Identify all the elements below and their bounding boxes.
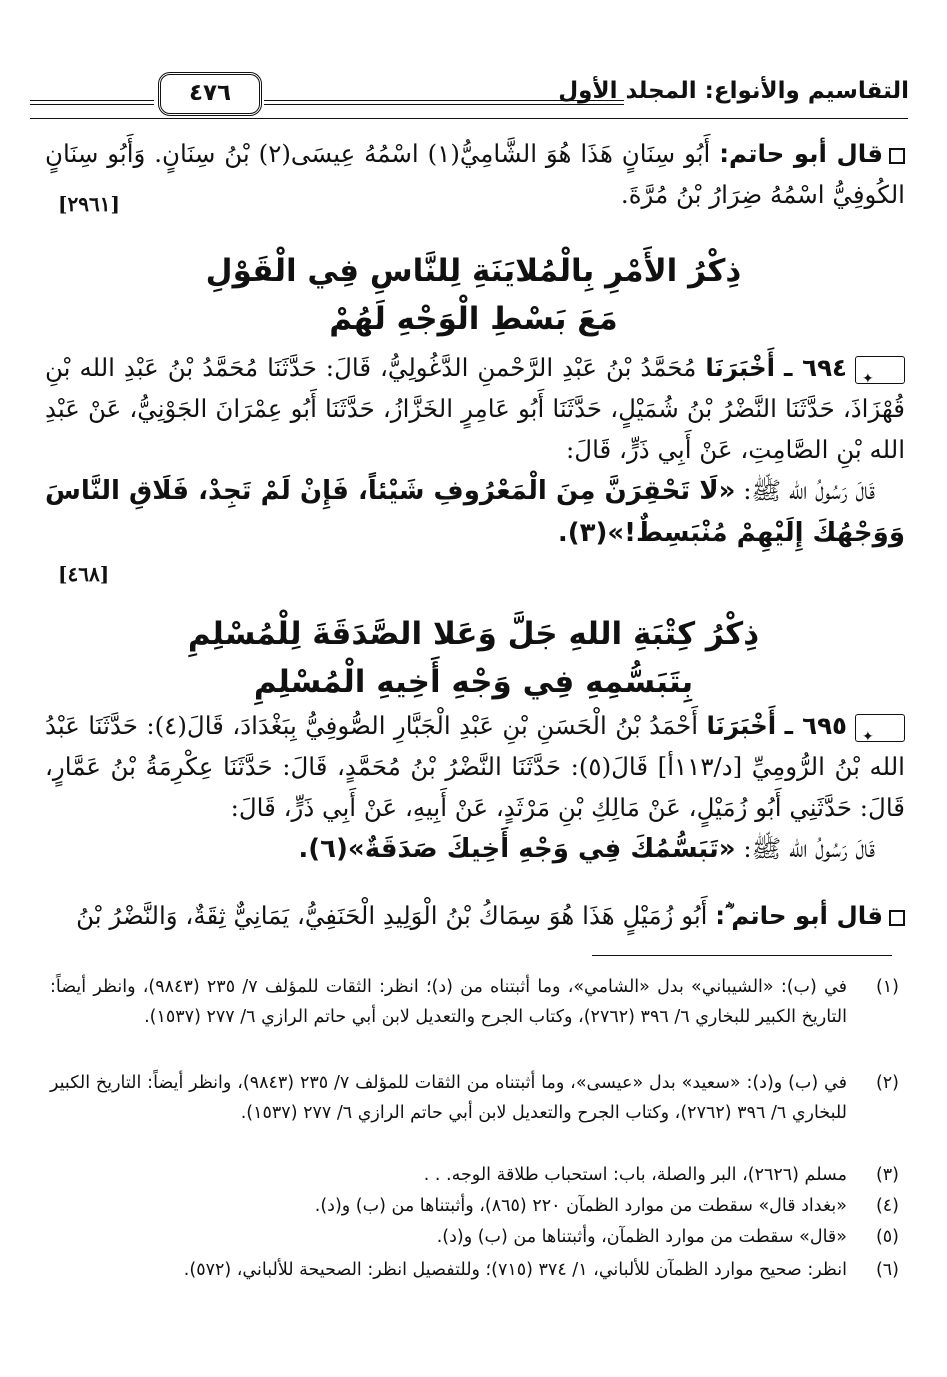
bookmark-glyph: ✦: [862, 728, 874, 745]
comment-lead: قال أبو حاتم ؓ:: [715, 901, 883, 930]
abu-hatim-comment-1: [45, 133, 905, 215]
hadith-number: ٦٩٤ ـ: [784, 353, 847, 382]
footnote: [50, 1191, 899, 1221]
footnote-number: (٤): [875, 1196, 899, 1216]
hadith-694: [45, 347, 905, 554]
cross-ref-2961: [٢٩٦١]: [58, 192, 120, 216]
footnote-text: «قال» سقطت من موارد الظمآن، وأثبتناها من (ب) و(د).: [436, 1227, 847, 1247]
heading-line: ذِكْرُ الأَمْرِ بِالْمُلايَنَةِ لِلنَّاسِ فِي الْقَوْلِ: [205, 253, 742, 289]
footnote-text: مسلم (٢٦٢٦)، البر والصلة، باب: استحباب طلاقة الوجه. . .: [423, 1165, 847, 1185]
hadith-intro: قَالَ رَسُولُ الله ﷺ:: [743, 834, 875, 863]
footnote: [50, 1255, 899, 1285]
heading-line: مَعَ بَسْطِ الْوَجْهِ لَهُمْ: [329, 301, 618, 337]
running-title: التقاسيم والأنواع: المجلد الأول: [558, 78, 909, 104]
footnote: [50, 972, 899, 1032]
hadith-lead: أَخْبَرَنَا: [706, 711, 777, 740]
bookmark-glyph: ✦: [862, 370, 874, 387]
header-rule-right: [30, 118, 908, 119]
comment-text: أَبُو زُمَيْلٍ هَذَا هُوَ سِمَاكُ بْنُ الْوَلِيدِ الْحَنَفِيُّ، يَمَانِيٌّ ثِقَةٌ، وَالنَّضْرُ بْنُ: [76, 901, 708, 930]
hadith-intro: قَالَ رَسُولُ الله ﷺ:: [743, 476, 875, 505]
footnote: [50, 1222, 899, 1252]
header-rule-left: [30, 100, 154, 101]
square-bullet-icon: [889, 148, 905, 164]
footnote-number: (٥): [875, 1227, 899, 1247]
comment-text: أَبُو سِنَانٍ هَذَا هُوَ الشَّامِيُّ(١) اسْمُهُ عِيسَى(٢) بْنُ سِنَانٍ. وَأَبُو سِنَانٍ الكُوفِيُّ اسْمُهُ ضِرَارُ بْنُ مُرَّةَ.: [45, 139, 905, 209]
hadith-lead: أَخْبَرَنَا: [705, 353, 776, 382]
footnote-text: في (ب): «الشيباني» بدل «الشامي»، وما أثبتناه من (د)؛ انظر: الثقات للمؤلف ٧/ ٢٣٥ (٩٨٤٣)، وانظر أيضاً: التاريخ الكبير للبخاري ٦/ ٣٩٦ (٢٧٦٢)، وكتاب الجرح والتعديل لابن أبي حاتم الرازي ٦/ ٢٧٧ (١٥٣٧).: [50, 977, 848, 1027]
hadith-matn: «تَبَسُّمُكَ فِي وَجْهِ أَخِيكَ صَدَقَةٌ»(٦).: [298, 834, 736, 864]
comment-lead: قال أبو حاتم:: [719, 139, 883, 168]
footnote: [50, 1160, 899, 1190]
footnote-text: انظر: صحيح موارد الظمآن للألباني، ١/ ٣٧٤ (٧١٥)؛ وللتفصيل انظر: الصحيحة للألباني، (٥٧٢).: [183, 1260, 847, 1280]
footnote-text: «بغداد قال» سقطت من موارد الظمآن ٢٢٠ (٨٦٥)، وأثبتناها من (ب) و(د).: [314, 1196, 847, 1216]
hadith-isnad: أَحْمَدُ بْنُ الْحَسَنِ بْنِ عَبْدِ الْجَبَّارِ الصُّوفِيُّ بِبَغْدَادَ، قَالَ(٤): حَدَّثَنَا عَبْدُ الله بْنُ الرُّومِيِّ [د/١١٣أ] قَالَ(٥): حَدَّثَنَا النَّضْرُ بْنُ مُحَمَّدٍ، قَالَ: حَدَّثَنَا عِكْرِمَةُ بْنُ عَمَّارٍ، قَالَ: حَدَّثَنِي أَبُو زُمَيْلٍ، عَنْ مَالِكِ بْنِ مَرْثَدٍ، عَنْ أَبِيهِ، عَنْ أَبِي ذَرٍّ، قَالَ:: [45, 711, 905, 822]
square-bullet-icon: [889, 910, 905, 926]
hadith-695: [45, 705, 905, 870]
cross-ref-468: [٤٦٨]: [58, 562, 110, 586]
footnote: [50, 1068, 899, 1128]
hadith-number: ٦٩٥ ـ: [784, 711, 847, 740]
footnote-number: (٦): [875, 1260, 899, 1280]
chapter-heading-1: [40, 247, 907, 343]
chapter-heading-2: [40, 610, 907, 706]
abu-hatim-comment-2: [45, 895, 905, 936]
heading-line: بِتَبَسُّمِهِ فِي وَجْهِ أَخِيهِ الْمُسْلِمِ: [253, 664, 694, 700]
bookmark-icon: [855, 356, 905, 387]
hadith-isnad: مُحَمَّدُ بْنُ عَبْدِ الرَّحْمنِ الدَّغُولِيُّ، قَالَ: حَدَّثَنَا مُحَمَّدُ بْنُ عَبْدِ الله بْنِ قُهْزَاذَ، حَدَّثَنَا النَّضْرُ بْنُ شُمَيْلٍ، حَدَّثَنَا أَبُو عَامِرٍ الخَزَّازُ، حَدَّثَنَا أَبُو عِمْرَانَ الجَوْنِيُّ، عَنْ عَبْدِ الله بْنِ الصَّامِتِ، عَنْ أَبِي ذَرٍّ، قَالَ:: [45, 353, 905, 464]
bookmark-icon: [855, 714, 905, 745]
footnote-text: في (ب) و(د): «سعيد» بدل «عيسى»، وما أثبتناه من الثقات للمؤلف ٧/ ٢٣٥ (٩٨٤٣)، وانظر أيضاً: التاريخ الكبير للبخاري ٦/ ٣٩٦ (٢٧٦٢)، وكتاب الجرح والتعديل لابن أبي حاتم الرازي ٦/ ٢٧٧ (١٥٣٧).: [50, 1073, 847, 1123]
footnote-separator: [592, 955, 892, 956]
header-rule-middle: [264, 100, 624, 101]
footnote-number: (٢): [875, 1073, 899, 1093]
page-header: [30, 78, 909, 118]
heading-line: ذِكْرُ كِتْبَةِ اللهِ جَلَّ وَعَلا الصَّدَقَةَ لِلْمُسْلِمِ: [187, 616, 760, 652]
header-rule-middle-2: [264, 104, 624, 105]
hadith-matn: «لَا تَحْقِرَنَّ مِنَ الْمَعْرُوفِ شَيْئاً، فَإِنْ لَمْ تَجِدْ، فَلَاقِ النَّاسَ وَوَجْهُكَ إِلَيْهِمْ مُنْبَسِطٌ!»(٣).: [45, 476, 905, 548]
header-rule-left-2: [30, 104, 154, 105]
page-number: ٤٧٦: [158, 72, 262, 116]
footnote-number: (٣): [875, 1165, 899, 1185]
footnote-number: (١): [875, 977, 899, 997]
